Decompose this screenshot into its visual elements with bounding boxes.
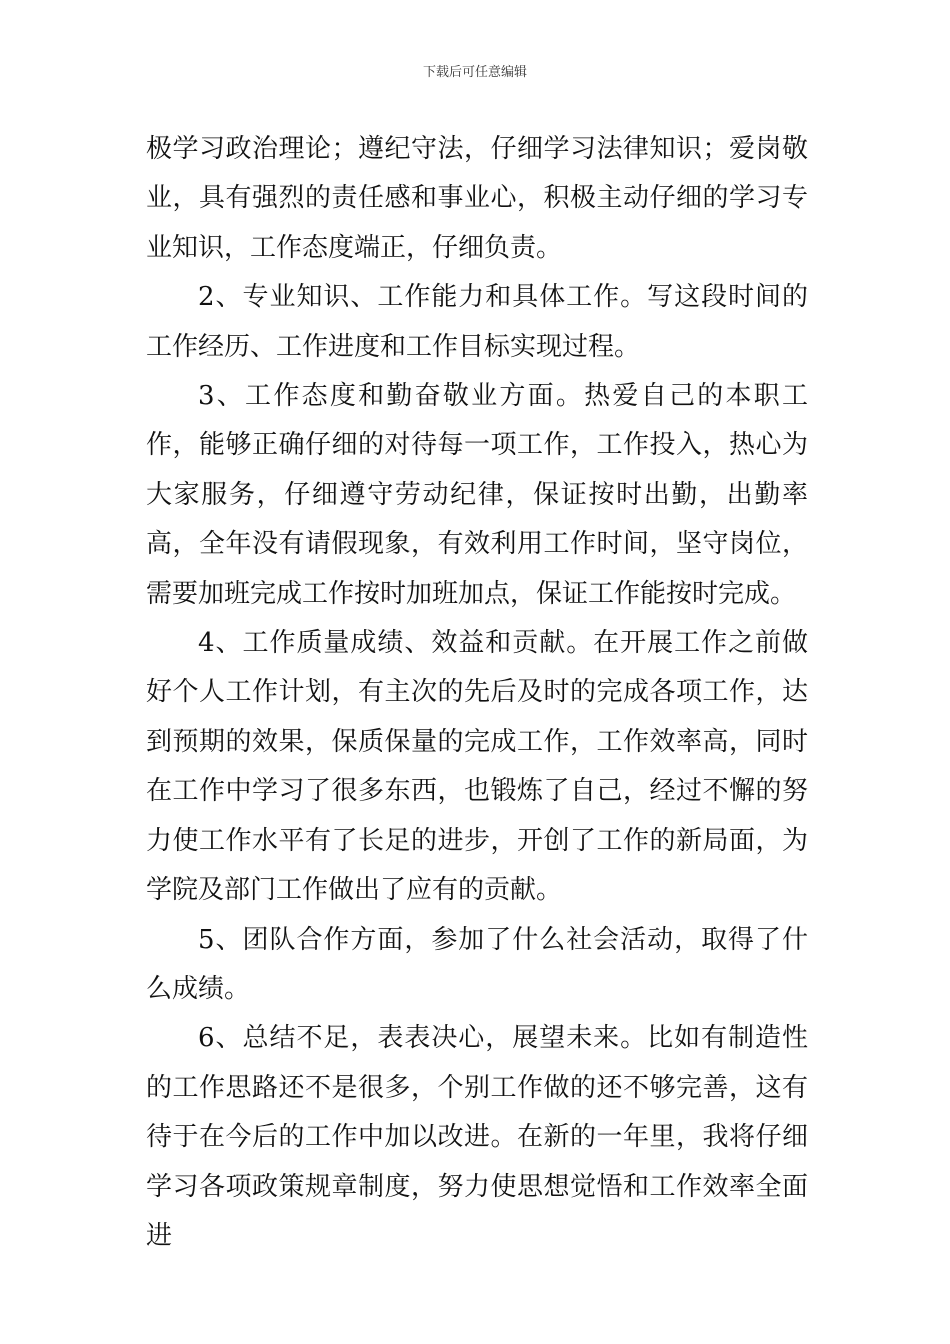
paragraph-item-6: 6、总结不足，表表决心，展望未来。比如有制造性的工作思路还不是很多，个别工作做的还不够完善，这有待于在今后的工作中加以改进。在新的一年里，我将仔细学习各项政策规章制度，努力使思想觉悟和工作效率全面进 [146,1023,808,1251]
paragraph-item-4: 4、工作质量成绩、效益和贡献。在开展工作之前做好个人工作计划，有主次的先后及时的完成各项工作，达到预期的效果，保质保量的完成工作，工作效率高，同时在工作中学习了很多东西，也锻炼了自己，经过不懈的努力使工作水平有了长足的进步，开创了工作的新局面，为学院及部门工作做出了应有的贡献。 [146,628,808,906]
paragraph-item-2: 2、专业知识、工作能力和具体工作。写这段时间的工作经历、工作进度和工作目标实现过程。 [146,282,808,362]
document-body [146,125,808,1261]
paragraph-continuation: 极学习政治理论；遵纪守法，仔细学习法律知识；爱岗敬业，具有强烈的责任感和事业心，积极主动仔细的学习专业知识，工作态度端正，仔细负责。 [146,134,808,263]
paragraph-item-3: 3、工作态度和勤奋敬业方面。热爱自己的本职工作，能够正确仔细的对待每一项工作，工作投入，热心为大家服务，仔细遵守劳动纪律，保证按时出勤，出勤率高，全年没有请假现象，有效利用工作时间，坚守岗位，需要加班完成工作按时加班加点，保证工作能按时完成。 [146,381,808,609]
paragraph-item-5: 5、团队合作方面，参加了什么社会活动，取得了什么成绩。 [146,924,808,1004]
page-header: 下载后可任意编辑 [422,65,527,80]
